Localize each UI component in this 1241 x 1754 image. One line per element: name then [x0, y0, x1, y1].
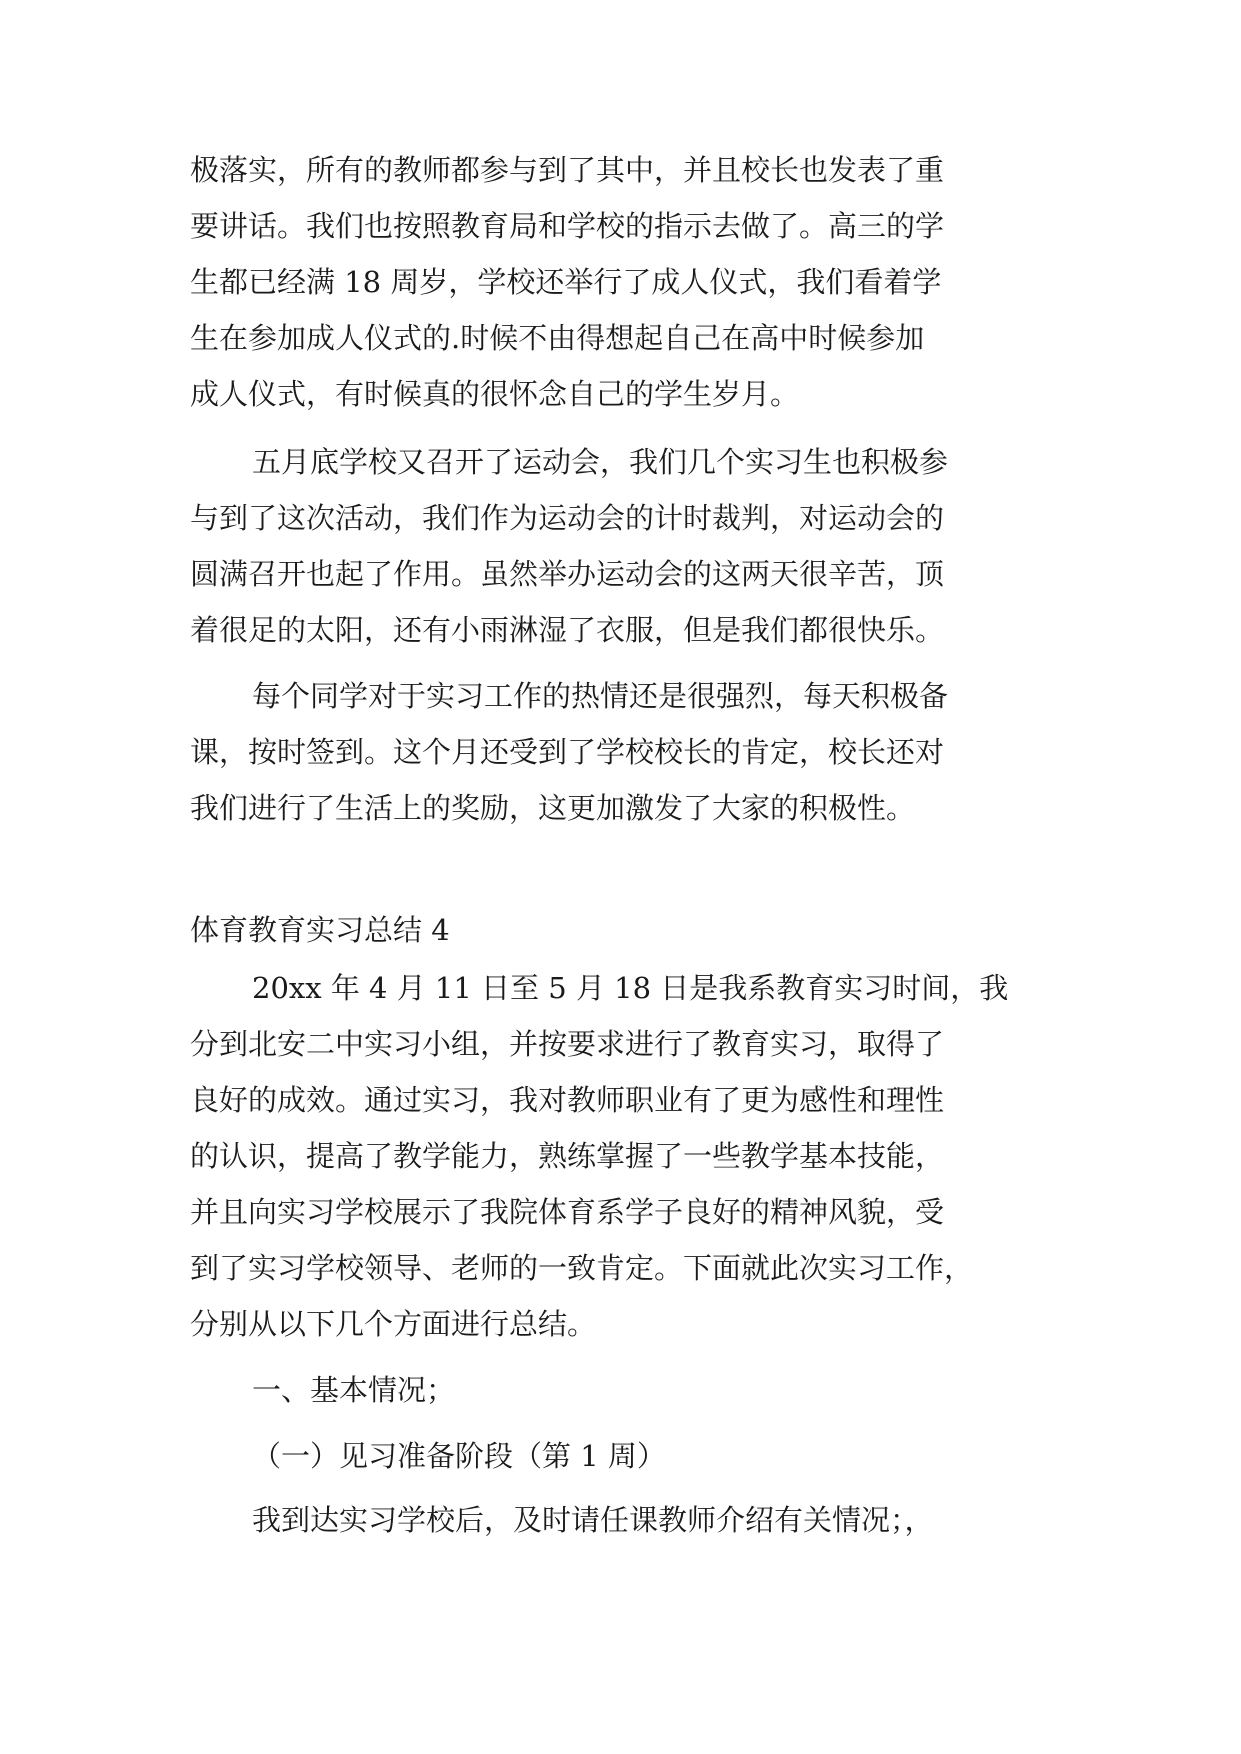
- paragraph-2-line-1: 五月底学校又召开了运动会，我们几个实习生也积极参: [252, 445, 949, 479]
- paragraph-4-line-6: 到了实习学校领导、老师的一致肯定。下面就此次实习工作，: [190, 1251, 974, 1285]
- paragraph-4-line-2: 分到北安二中实习小组，并按要求进行了教育实习，取得了: [190, 1027, 945, 1061]
- paragraph-1-line-1: 极落实，所有的教师都参与到了其中，并且校长也发表了重: [190, 153, 945, 187]
- subheading-preparation-stage: （一）见习准备阶段（第 1 周）: [252, 1439, 666, 1473]
- paragraph-1-line-4: 生在参加成人仪式的.时候不由得想起自己在高中时候参加: [190, 321, 925, 355]
- paragraph-4-line-5: 并且向实习学校展示了我院体育系学子良好的精神风貌，受: [190, 1195, 945, 1229]
- paragraph-2-line-2: 与到了这次活动，我们作为运动会的计时裁判，对运动会的: [190, 501, 945, 535]
- paragraph-4-line-7: 分别从以下几个方面进行总结。: [190, 1307, 597, 1341]
- paragraph-1-line-2: 要讲话。我们也按照教育局和学校的指示去做了。高三的学: [190, 209, 945, 243]
- subheading-basic-situation: 一、基本情况；: [252, 1373, 456, 1407]
- paragraph-3-line-2: 课，按时签到。这个月还受到了学校校长的肯定，校长还对: [190, 735, 945, 769]
- paragraph-3-line-1: 每个同学对于实习工作的热情还是很强烈，每天积极备: [252, 679, 949, 713]
- paragraph-1-line-3: 生都已经满 18 周岁，学校还举行了成人仪式，我们看着学: [190, 265, 942, 299]
- paragraph-2-line-4: 着很足的太阳，还有小雨淋湿了衣服，但是我们都很快乐。: [190, 613, 945, 647]
- section-title: 体育教育实习总结 4: [190, 913, 450, 947]
- paragraph-4-line-1: 20xx 年 4 月 11 日至 5 月 18 日是我系教育实习时间，我: [252, 971, 1009, 1005]
- paragraph-4-line-4: 的认识，提高了教学能力，熟练掌握了一些教学基本技能，: [190, 1139, 945, 1173]
- paragraph-1-line-5: 成人仪式，有时候真的很怀念自己的学生岁月。: [190, 377, 800, 411]
- paragraph-5-line-1: 我到达实习学校后，及时请任课教师介绍有关情况；，: [252, 1503, 934, 1537]
- paragraph-3-line-3: 我们进行了生活上的奖励，这更加激发了大家的积极性。: [190, 791, 916, 825]
- paragraph-4-line-3: 良好的成效。通过实习，我对教师职业有了更为感性和理性: [190, 1083, 945, 1117]
- paragraph-2-line-3: 圆满召开也起了作用。虽然举办运动会的这两天很辛苦，顶: [190, 557, 945, 591]
